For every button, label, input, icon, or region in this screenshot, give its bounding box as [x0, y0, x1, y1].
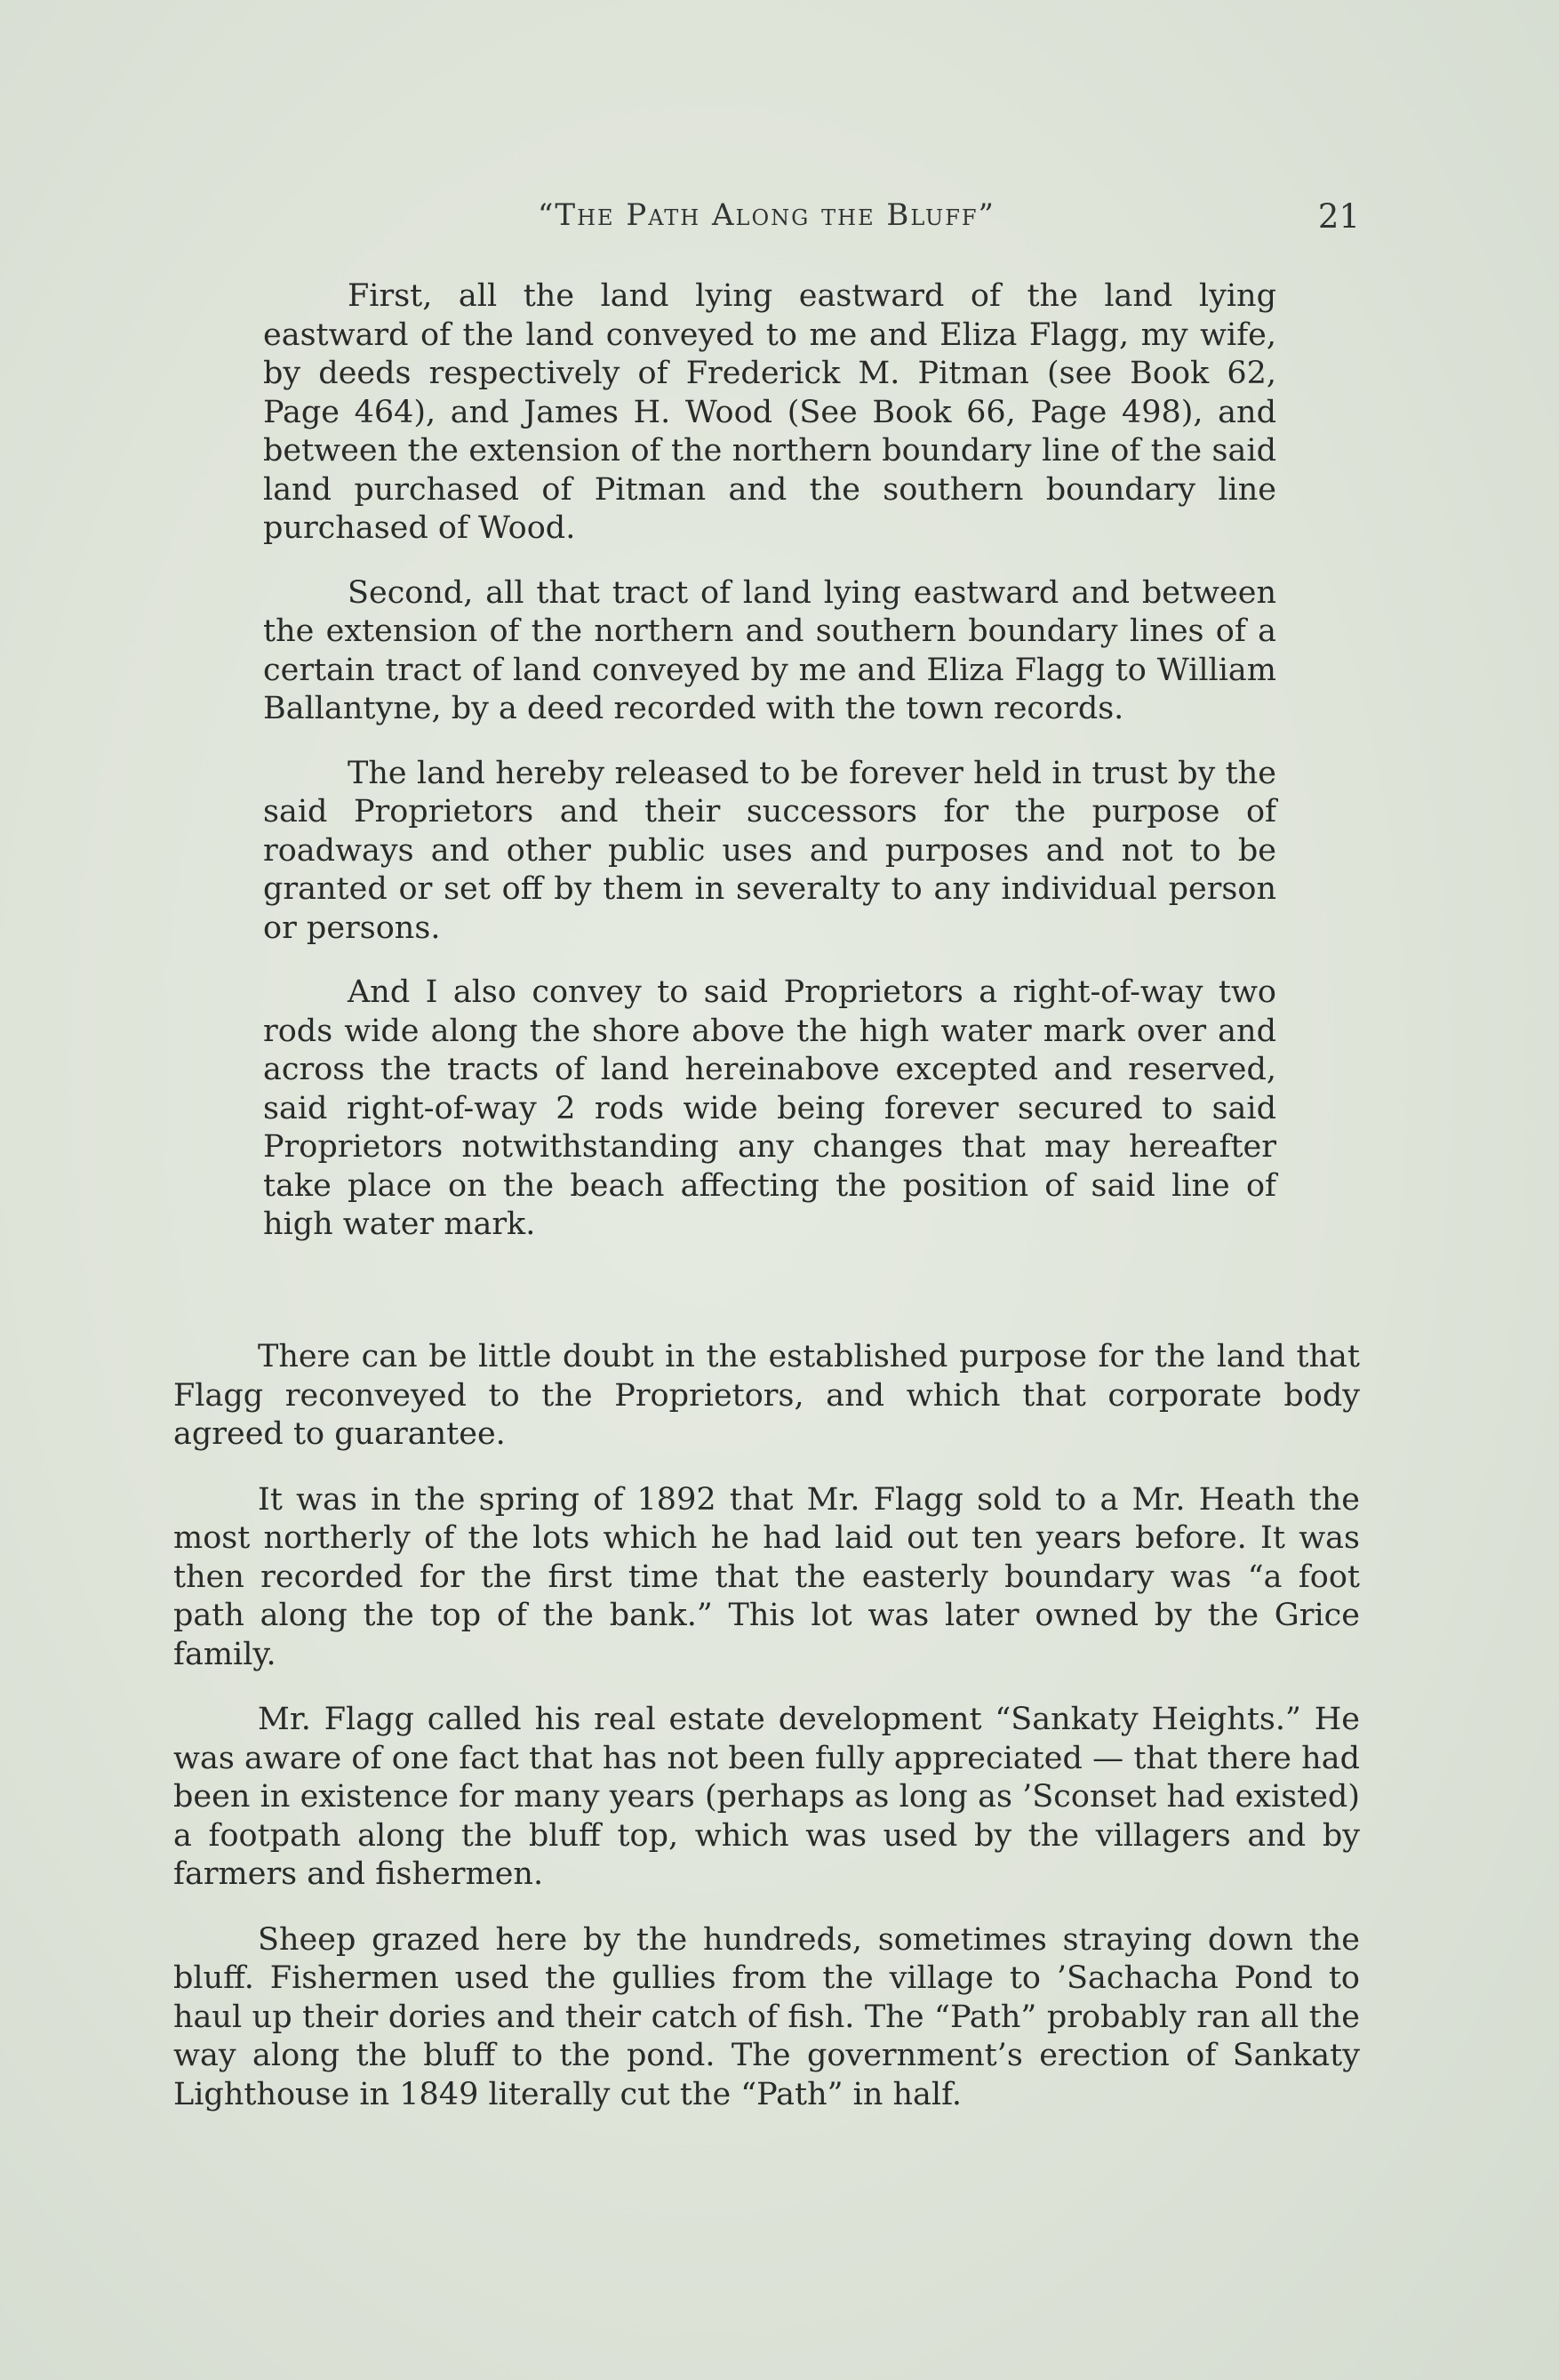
body-paragraph: There can be little doubt in the established purpose for the land that Flagg reconveyed to the Proprietors, and which that corporate body agreed to guarantee. [173, 1339, 1360, 1452]
quote-paragraph: The land hereby released to be forever held in trust by the said Proprietors and their successors for the purpose of roadways and other public uses and purposes and not to be granted or set off by them in severalty to any individual person or persons. [263, 755, 1276, 946]
page-number: 21 [1317, 197, 1360, 236]
body-text [173, 1338, 1360, 2141]
running-title: “The Path Along the Bluff” [538, 197, 995, 233]
quote-paragraph: First, all the land lying eastward of the land lying eastward of the land conveyed to me and Eliza Flagg, my wife, by deeds respectively of Frederick M. Pitman (see Book 62, Page 464), and James H. Wood (See Book 66, Page 498), and between the extension of the northern boundary line of the said land purchased of Pitman and the southern boundary line purchased of Wood. [263, 278, 1276, 546]
deed-quotation [263, 277, 1276, 1270]
body-paragraph: Mr. Flagg called his real estate development “Sankaty Heights.” He was aware of one fact that has not been fully appreciated — that there had been in existence for many years (perhaps as long as ’Sconset had existed) a footpath along the bluff top, which was used by the villagers and by farmers and fishermen. [173, 1702, 1360, 1892]
body-paragraph: Sheep grazed here by the hundreds, sometimes straying down the bluff. Fishermen used the gullies from the village to ’Sachacha Pond to haul up their dories and their catch of fish. The “Path” probably ran all the way along the bluff to the pond. The government’s erection of Sankaty Lighthouse in 1849 literally cut the “Path” in half. [173, 1921, 1360, 2112]
quote-paragraph: Second, all that tract of land lying eastward and between the extension of the northern and southern boundary lines of a certain tract of land conveyed by me and Eliza Flagg to William Ballantyne, by a deed recorded with the town records. [263, 574, 1276, 726]
page-header [173, 197, 1360, 251]
quote-paragraph: And I also convey to said Proprietors a right-of-way two rods wide along the shore above the high water mark over and across the tracts of land hereinabove excepted and reserved, said right-of-way 2 rods wide being forever secured to said Proprietors notwithstanding any changes that may hereafter take place on the beach affecting the position of said line of high water mark. [263, 974, 1276, 1242]
body-paragraph: It was in the spring of 1892 that Mr. Flagg sold to a Mr. Heath the most northerly of the lots which he had laid out ten years before. It was then recorded for the first time that the easterly boundary was “a foot path along the top of the bank.” This lot was later owned by the Grice family. [173, 1481, 1360, 1672]
